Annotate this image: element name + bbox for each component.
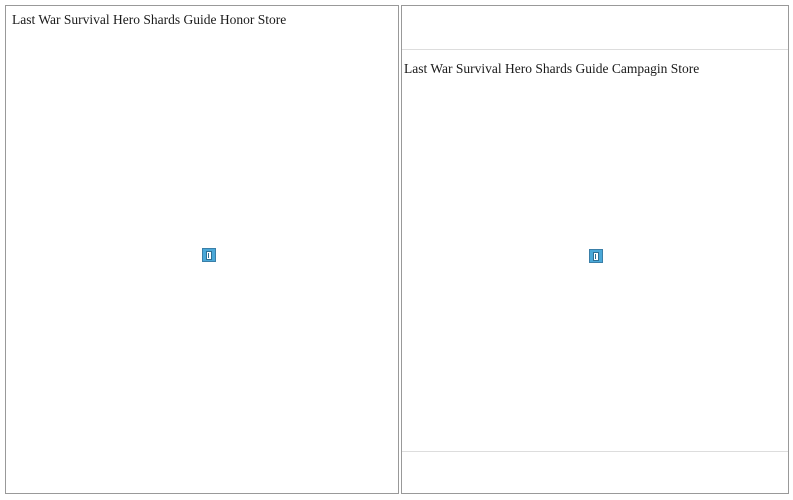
right-panel-inner-frame	[402, 49, 788, 452]
broken-image-icon	[589, 249, 603, 263]
right-content-panel	[401, 5, 789, 494]
left-panel-caption: Last War Survival Hero Shards Guide Honor Store	[12, 12, 287, 27]
broken-image-icon	[202, 248, 216, 262]
right-panel-caption: Last War Survival Hero Shards Guide Campagin Store	[404, 61, 700, 76]
left-content-panel	[5, 5, 399, 494]
